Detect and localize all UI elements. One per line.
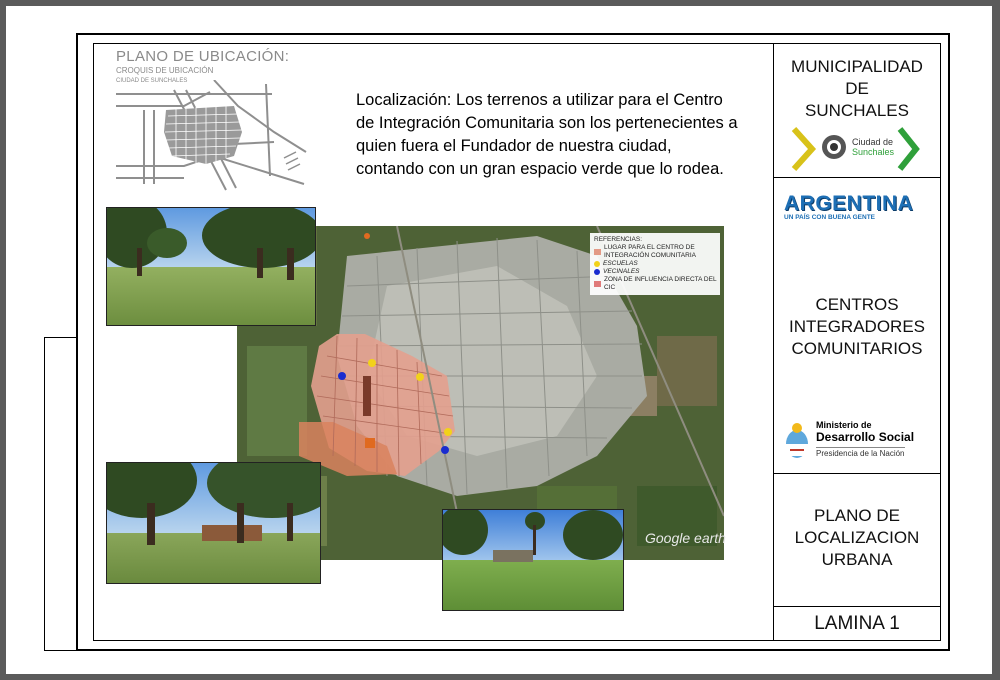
border-tick	[44, 337, 76, 338]
legend-item: ESCUELAS	[594, 260, 717, 268]
site-photo	[106, 207, 316, 326]
border-bottom-edge	[44, 650, 76, 651]
sketch-map	[114, 80, 310, 192]
legend-item: ZONA DE INFLUENCIA DIRECTA DEL CIC	[594, 276, 717, 292]
ministry-logo: Ministerio de Desarrollo Social Presidencia de la Nación	[784, 420, 934, 464]
legend-dot	[594, 269, 600, 275]
program-name: CENTROS INTEGRADORES COMUNITARIOS	[788, 295, 926, 358]
legend-swatch	[594, 249, 601, 255]
legend-item: VECINALES	[594, 268, 717, 276]
legend-title: REFERENCIAS:	[594, 236, 643, 243]
municipality-name: MUNICIPALIDAD DE SUNCHALES	[791, 57, 923, 120]
title-block-divider	[773, 43, 774, 641]
legend-item: LUGAR PARA EL CENTRO DE INTEGRACIÓN COMUNITARIA	[594, 244, 717, 260]
title-block-row-line	[773, 606, 941, 607]
location-plan-subtitle: CROQUIS DE UBICACIÓN	[116, 66, 214, 75]
map-watermark: Google earth	[645, 530, 726, 546]
border-left-edge	[44, 337, 45, 651]
site-photo	[106, 462, 321, 584]
sunchales-logo: Ciudad de Sunchales	[790, 127, 920, 171]
site-photo	[442, 509, 624, 611]
location-plan-title: PLANO DE UBICACIÓN:	[116, 48, 290, 65]
building-shape	[202, 525, 262, 541]
location-description: Localización: Los terrenos a utilizar para el Centro de Integración Comunitaria son los pertenecientes a quien fuera el Fundador de nuestra ciudad, contando con un gran espacio verde que lo rodea.	[356, 91, 738, 178]
legend-dot	[594, 261, 600, 267]
location-plan-city: CIUDAD DE SUNCHALES	[116, 78, 188, 84]
coat-of-arms-icon	[784, 422, 810, 462]
title-block-row-line	[773, 177, 941, 178]
sheet-number: LAMINA 1	[814, 613, 900, 634]
monument-shape	[493, 550, 533, 562]
map-legend	[590, 233, 720, 295]
argentina-logo: ARGENTINA UN PAÍS CON BUENA GENTE	[784, 192, 914, 221]
plan-title: PLANO DE LOCALIZACION URBANA	[794, 506, 920, 569]
legend-swatch	[594, 281, 601, 287]
title-block-row-line	[773, 473, 941, 474]
